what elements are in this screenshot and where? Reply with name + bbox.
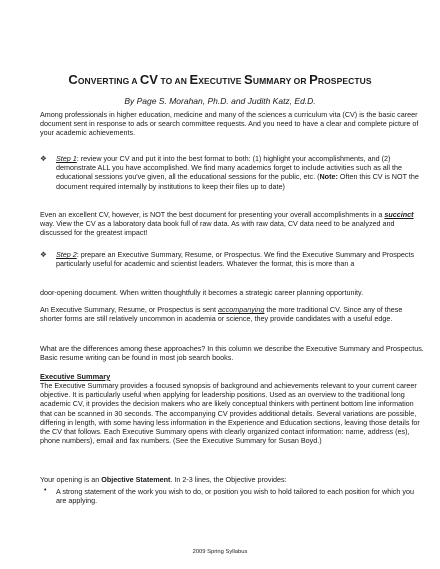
step2-paragraph xyxy=(56,250,421,268)
bullet1-text: A strong statement of the work you wish to do, or position you wish to hold tailored to each position for which you are applying. xyxy=(56,487,414,506)
title-part: C xyxy=(68,72,78,87)
intro-paragraph: Among professionals in higher education, medicine and many of the sciences a curriculum vita (CV) is the basic career document sent in response to ads or search committee requests. And you need to have a clear and complete picture of your academic achievements. xyxy=(40,110,419,138)
executive-summary-paragraph: The Executive Summary provides a focused synopsis of background and achievements relevant to your current career objective. It is particularly useful when applying for leadership positions. Used as an overview to the traditional long academic CV, it provides the decision makers who are likely conceptual thinkers with pertinent bottom line information that can be scanned in 30 seconds. The accompanying CV provides additional details. Several variations are possible, differing in length, with some having less information in the Experience and Education sections, leaving those details for the CV that follows. Each Executive Summary opens with clearly organized contact information: name, address (es), phone numbers), email and fax numbers. (See the Executive Summary for Susan Boyd.) xyxy=(40,381,420,446)
title-part: P xyxy=(309,72,318,87)
step1-paragraph xyxy=(56,154,421,191)
title-part: UMMARY OR xyxy=(252,76,310,86)
accompanying-paragraph xyxy=(40,305,425,323)
objective-statement-bold: Objective Statement xyxy=(101,475,171,484)
accompanying-text-b: the more traditional CV. Since any of these shorter forms are still relatively uncommon in academia or science, they provide candidates with a useful edge. xyxy=(40,305,403,324)
page-footer: 2009 Spring Syllabus xyxy=(192,549,248,555)
even-text-b: way. View the CV as a laboratory data book full of raw data. As with raw data, CV data need to be analyzed and discussed for the greatest impact! xyxy=(40,219,395,238)
title-part: CV xyxy=(139,72,159,87)
even-paragraph xyxy=(40,210,425,238)
opening-text-b: . In 2-3 lines, the Objective provides: xyxy=(170,475,287,484)
diamond-bullet-icon: ❖ xyxy=(40,250,47,259)
title-part: E xyxy=(189,72,199,87)
executive-summary-heading: Executive Summary xyxy=(40,372,111,381)
diamond-bullet-icon: ❖ xyxy=(40,154,47,163)
opening-text-a: Your opening is an xyxy=(40,475,102,484)
author-byline: By Page S. Morahan, Ph.D. and Judith Katz, Ed.D. xyxy=(124,96,316,106)
title-part: XECUTIVE xyxy=(198,76,245,86)
step2-label: Step 2 xyxy=(56,250,77,259)
title-part: ONVERTING A xyxy=(77,76,140,86)
step2-text: : prepare an Executive Summary, Resume, or Prospectus. We find the Executive Summary and Prospects particularly useful for academic and scientist leaders. Whatever the format, this is more than a xyxy=(56,250,415,269)
accompanying-emphasis: accompanying xyxy=(218,305,265,314)
differences-paragraph: What are the differences among these approaches? In this column we describe the Executive Summary and Prospectus. Basic resume writing can be found in most job search books. xyxy=(40,344,424,363)
title-part: ROSPECTUS xyxy=(317,76,372,86)
opening-paragraph xyxy=(40,475,425,484)
accompanying-text-a: An Executive Summary, Resume, or Prospectus is sent xyxy=(40,305,219,314)
door-paragraph: door-opening document. When written thoughtfully it becomes a strategic career planning opportunity. xyxy=(40,288,364,297)
step1-text-b: Often this CV is NOT the document required internally by institutions to keep their files up to date) xyxy=(56,172,419,191)
step1-label: Step 1 xyxy=(56,154,77,163)
title-part: TO AN xyxy=(158,76,190,86)
even-emphasis: succinct xyxy=(384,210,414,219)
document-title xyxy=(0,72,440,87)
even-text-a: Even an excellent CV, however, is NOT the best document for presenting your overall accomplishments in a xyxy=(40,210,385,219)
bullet-dot-icon: • xyxy=(44,487,47,494)
step1-note-label: Note: xyxy=(319,172,338,182)
title-part: S xyxy=(244,72,253,87)
step1-text-a: : review your CV and put it into the best format to both: (1) highlight your accomplishments, and (2) demonstrate ALL you have accomplished. We find many academics forget to include activities such as all the educational sessions you've given, all the educational sessions for the public, etc. ( xyxy=(56,154,402,182)
